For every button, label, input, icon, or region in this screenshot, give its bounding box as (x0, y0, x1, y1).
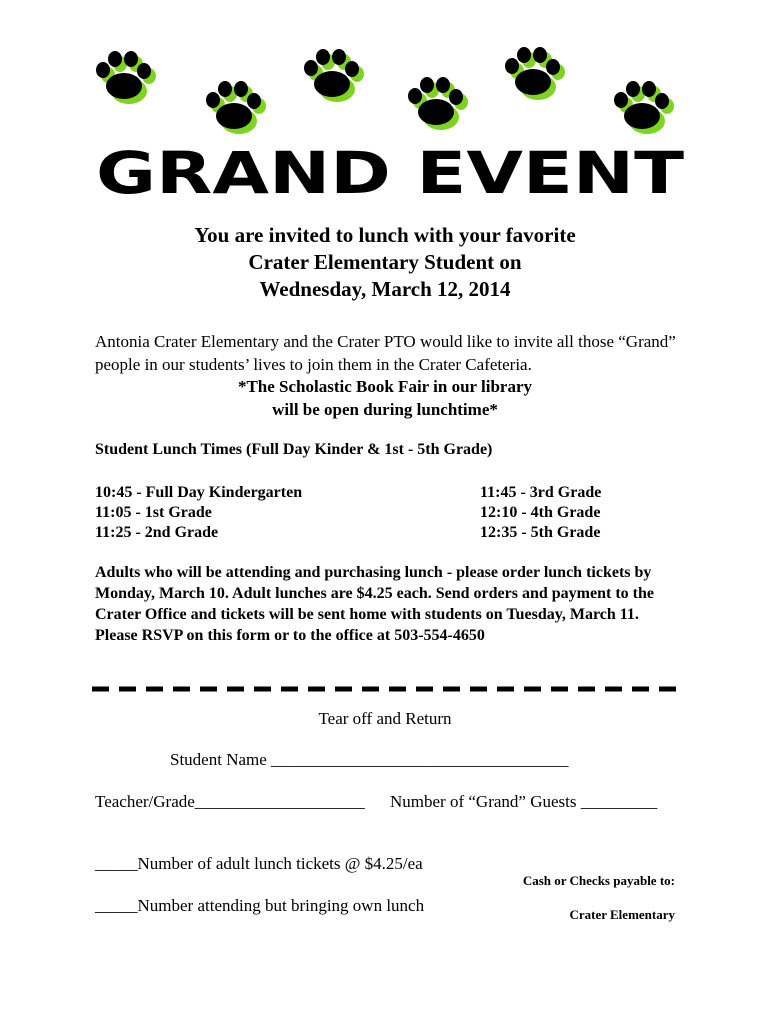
page-title-text: GRAND EVENT (96, 140, 685, 207)
invite-line-2: Crater Elementary Student on (248, 250, 522, 274)
paw-print-icon (304, 49, 364, 102)
paw-print-icon (614, 81, 674, 134)
adult-tickets-field[interactable]: _____Number of adult lunch tickets @ $4.25/ea (95, 854, 423, 873)
invite-line-1: You are invited to lunch with your favorite (194, 223, 576, 247)
lunch-times-right-list (480, 483, 601, 543)
grand-guests-field[interactable]: Number of “Grand” Guests _________ (390, 792, 658, 811)
lunch-times-heading: Student Lunch Times (Full Day Kinder & 1st - 5th Grade) (95, 441, 493, 458)
lunch-times-left-list (95, 483, 302, 543)
lunch-time-item: 11:05 - 1st Grade (95, 504, 212, 521)
tear-off-label: Tear off and Return (318, 709, 452, 728)
invite-line-3: Wednesday, March 12, 2014 (259, 277, 511, 301)
intro-paragraph: Antonia Crater Elementary and the Crater PTO would like to invite all those “Grand” people in our students’ lives to join them in the Crater Cafeteria. (95, 332, 676, 374)
payment-label: Cash or Checks payable to: (522, 873, 675, 888)
lunch-time-item: 10:45 - Full Day Kindergarten (95, 484, 303, 501)
own-lunch-field[interactable]: _____Number attending but bringing own lunch (95, 896, 425, 915)
lunch-time-item: 12:35 - 5th Grade (480, 524, 601, 541)
student-name-field[interactable]: Student Name ___________________________________ (170, 750, 569, 769)
paw-print-icon (408, 77, 468, 130)
payment-payee: Crater Elementary (569, 907, 675, 922)
tear-off-divider (92, 686, 682, 692)
lunch-time-item: 11:45 - 3rd Grade (480, 484, 602, 501)
book-fair-line-2: will be open during lunchtime* (272, 400, 498, 419)
paw-prints-decoration (0, 0, 770, 145)
lunch-time-item: 11:25 - 2nd Grade (95, 524, 219, 541)
adults-notice: Adults who will be attending and purchasing lunch - please order lunch tickets by Monday, March 10. Adult lunches are $4.25 each. Send orders and payment to the Crater Office and tickets will be sent home with students on Tuesday, March 11. Please RSVP on this form or to the office at 503-554-4650 (95, 564, 654, 644)
paw-print-icon (206, 81, 266, 134)
book-fair-line-1: *The Scholastic Book Fair in our library (237, 377, 533, 396)
page-title (90, 140, 690, 210)
paw-print-icon (96, 51, 156, 104)
teacher-grade-field[interactable]: Teacher/Grade____________________ (95, 792, 365, 811)
lunch-time-item: 12:10 - 4th Grade (480, 504, 601, 521)
paw-print-icon (505, 47, 565, 100)
